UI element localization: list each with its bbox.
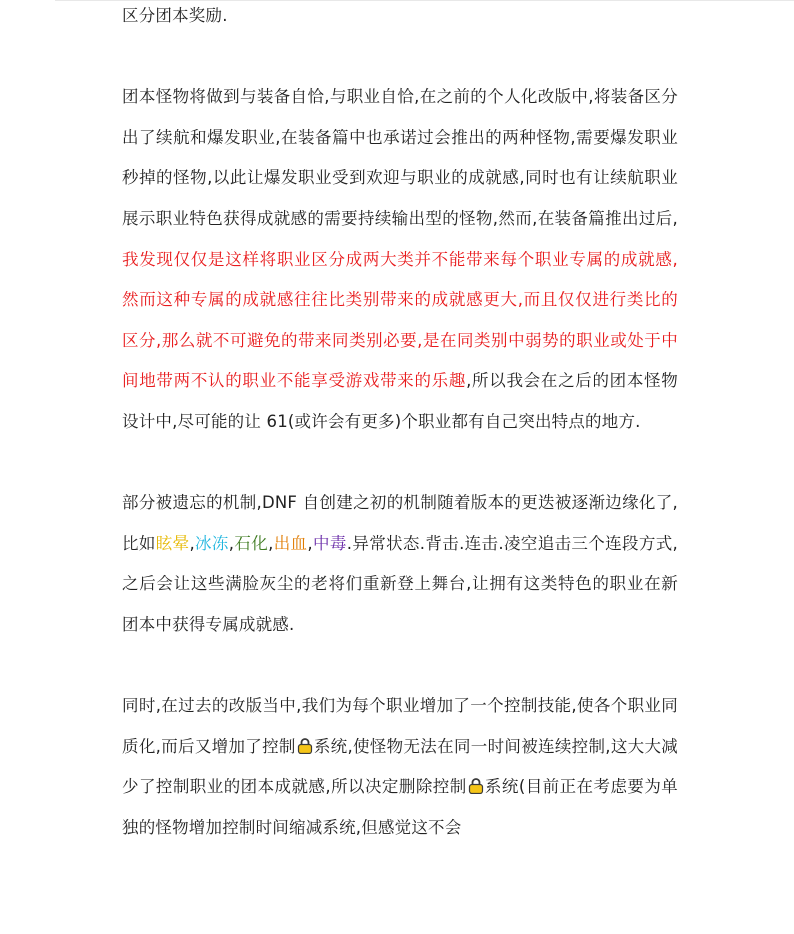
- paragraph-control-system: [122, 686, 678, 848]
- mechanics-intro-text: 部分被遗忘的机制,DNF 自创建之初的机制随着版本的更迭被逐渐边缘化了,比如: [122, 493, 678, 553]
- paragraph-spacer: [122, 443, 678, 484]
- separator: ,: [268, 533, 274, 553]
- status-poison: 中毒: [312, 533, 347, 553]
- paragraph-spacer: [122, 646, 678, 687]
- reward-tail-text: 区分团本奖励.: [122, 6, 228, 25]
- status-bleed: 出血: [273, 533, 308, 553]
- monster-design-text: 团本怪物将做到与装备自恰,与职业自恰,在之前的个人化改版中,将装备区分出了续航和爆发职业,在装备篇中也承诺过会推出的两种怪物,需要爆发职业秒掉的怪物,以此让爆发职业受到欢迎与职业的成就感,同时也有让续航职业展示职业特色获得成就感的需要持续输出型的怪物,然而,在装备篇推出过后,: [122, 87, 678, 228]
- lock-icon: [297, 729, 313, 746]
- mechanics-rest-text: .异常状态.背击.连击.凌空追击三个连段方式,之后会让这些满脸灰尘的老将们重新登上舞台,让拥有这类特色的职业在新团本中获得专属成就感.: [122, 533, 679, 634]
- lock-icon: [468, 769, 484, 786]
- paragraph-reward-tail: [122, 0, 678, 37]
- paragraph-monster-design: [122, 77, 678, 442]
- paragraph-forgotten-mechanics: [122, 483, 678, 645]
- separator: ,: [228, 533, 235, 553]
- status-daze: 眩晕: [155, 533, 190, 553]
- control-rest-text: 系统(目前正在考虑要为单独的怪物增加控制时间缩减系统,但感觉这不会: [122, 777, 678, 837]
- highlight-red-text: 我发现仅仅是这样将职业区分成两大类并不能带来每个职业专属的成就感,然而这种专属的成就感往往比类别带来的成就感更大,而且仅仅进行类比的区分,那么就不可避免的带来同类别必要,是在同类别中弱势的职业或处于中间地带两不认的职业不能享受游戏带来的乐趣: [122, 249, 678, 391]
- status-stone: 石化: [234, 533, 269, 553]
- paragraph-spacer: [122, 37, 678, 78]
- separator: ,: [189, 533, 195, 553]
- control-middle-text: 系统,使怪物无法在同一时间被连续控制,这大大减少了控制职业的团本成就感,所以决定删除控制: [122, 736, 678, 797]
- separator: ,: [307, 533, 313, 553]
- monster-design-conclusion: ,所以我会在之后的团本怪物设计中,尽可能的让 61(或许会有更多)个职业都有自己突出特点的地方.: [122, 371, 678, 431]
- control-intro-text: 同时,在过去的改版当中,我们为每个职业增加了一个控制技能,使各个职业同质化,而后又增加了控制: [122, 696, 678, 756]
- status-freeze: 冰冻: [194, 533, 229, 553]
- article-body: [122, 0, 678, 848]
